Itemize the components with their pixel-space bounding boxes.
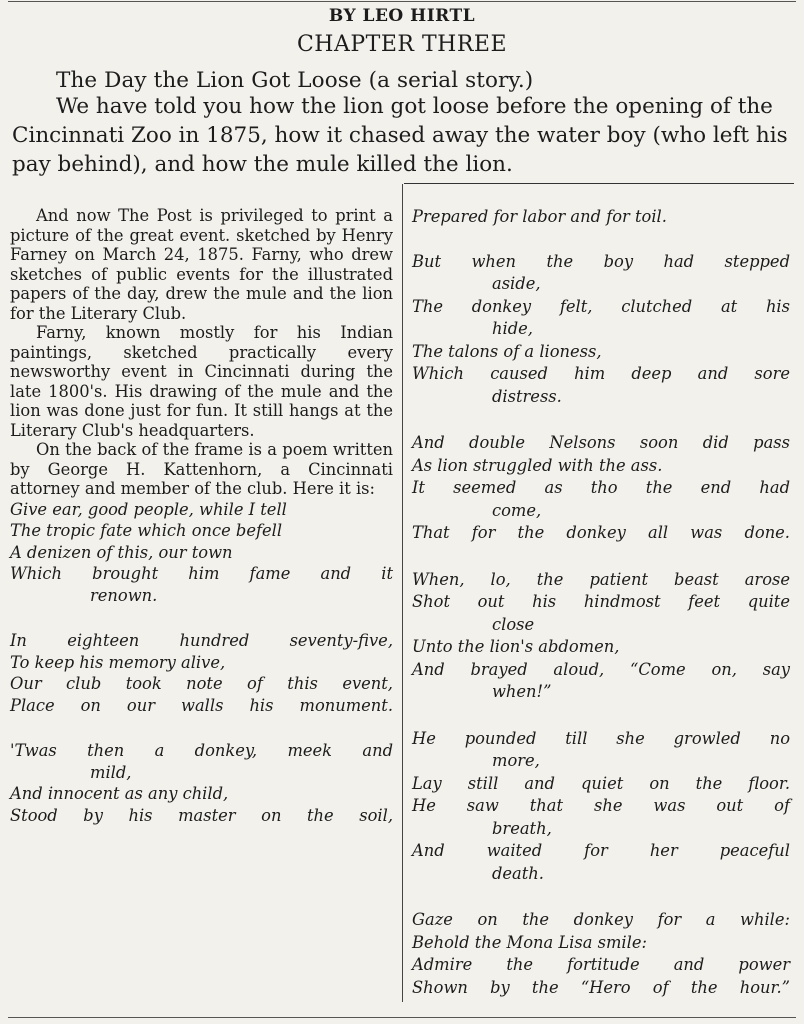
poem-line: A denizen of this, our town <box>10 542 233 562</box>
article-paragraph-2: Farny, known mostly for his Indian paintings, sketched practically every newsworthy event in Cincinnati during the late 1800's. His drawing of the mule and the lion was done just for fun. It still hangs at the Literary Club's headquarters. <box>10 323 393 440</box>
poem-line: When, lo, the patient beast arose <box>412 569 790 589</box>
headline: The Day the Lion Got Loose (a serial story.) <box>56 68 534 93</box>
poem-line: Prepared for labor and for toil. <box>412 207 667 226</box>
stanza-gap <box>412 545 790 569</box>
poem-stanza <box>412 728 790 886</box>
poem-line: distress. <box>492 386 562 406</box>
poem-line: Behold the Mona Lisa smile: <box>412 932 647 952</box>
poem-stanza <box>10 740 393 826</box>
poem-line: That for the donkey all was done. <box>412 523 790 542</box>
poem-stanza <box>412 909 790 999</box>
article-paragraph-1: And now The Post is privileged to print a picture of the great event. sketched by Henry Farney on March 24, 1875. Farny, who drew sketches of public events for the illustrated papers of the day, drew the mule and the lion for the Literary Club. <box>10 206 393 323</box>
poem-line: But when the boy had stepped <box>412 251 790 271</box>
poem-line: Admire the fortitude and power <box>412 955 790 974</box>
lede-text: We have told you how the lion got loose before the opening of the Cincinnati Zoo in 1875, how it chased away the water boy (who left his pay behind), and how the mule killed the lion. <box>12 94 788 177</box>
poem-line: mild, <box>90 762 132 782</box>
poem-line: Unto the lion's abdomen, <box>412 637 620 656</box>
poem-line: Which caused him deep and sore <box>412 364 790 383</box>
poem-line: Give ear, good people, while I tell <box>10 499 287 519</box>
poem-line: The talons of a lioness, <box>412 341 602 361</box>
poem-line: And brayed aloud, “Come on, say <box>412 659 790 679</box>
poem-line: And waited for her peaceful <box>412 841 790 860</box>
poem-line: Which brought him fame and it <box>10 564 393 583</box>
poem-line: Stood by his master on the soil, <box>10 805 393 825</box>
poem-line: As lion struggled with the ass. <box>412 455 663 475</box>
top-rule <box>8 1 796 2</box>
poem-line: breath, <box>492 818 552 838</box>
poem-line: hide, <box>492 319 533 338</box>
column-divider <box>402 184 403 1002</box>
poem-line: To keep his memory alive, <box>10 652 226 672</box>
poem-line: Shown by the “Hero of the hour.” <box>412 977 790 997</box>
stanza-gap <box>10 606 393 630</box>
poem-line: come, <box>492 500 542 520</box>
poem-line: It seemed as tho the end had <box>412 478 790 497</box>
poem-line: And innocent as any child, <box>10 784 229 803</box>
poem-line: He saw that she was out of <box>412 796 790 815</box>
stanza-gap <box>412 885 790 909</box>
poem-stanza <box>10 630 393 716</box>
poem-stanza <box>412 432 790 545</box>
poem-line: Gaze on the donkey for a while: <box>412 910 790 929</box>
article-paragraph-3: On the back of the frame is a poem written by George H. Kattenhorn, a Cincinnati attorney and member of the club. Here it is: <box>10 440 393 498</box>
left-column <box>10 206 393 826</box>
poem-stanza <box>10 499 393 607</box>
chapter-heading: CHAPTER THREE <box>296 32 508 57</box>
poem-stanza <box>412 569 790 704</box>
stanza-gap <box>412 704 790 728</box>
poem-line: Place on our walls his monument. <box>10 695 393 715</box>
poem-stanza <box>412 206 790 408</box>
poem-line: In eighteen hundred seventy-five, <box>10 631 393 650</box>
stanza-gap <box>10 716 393 740</box>
poem-line: Shot out his hindmost feet quite <box>412 592 790 611</box>
poem-line: The tropic fate which once befell <box>10 521 283 540</box>
poem-line: 'Twas then a donkey, meek and <box>10 741 393 760</box>
poem-line: more, <box>492 751 540 770</box>
byline: BY LEO HIRTL <box>328 6 476 26</box>
stanza-gap <box>412 229 790 251</box>
poem-line: Lay still and quiet on the floor. <box>412 773 790 793</box>
lede-rule <box>404 183 794 184</box>
bottom-rule <box>8 1017 796 1018</box>
poem-line: death. <box>492 863 544 883</box>
poem-line: And double Nelsons soon did pass <box>412 433 790 452</box>
poem-line: The donkey felt, clutched at his <box>412 296 790 316</box>
poem-line: aside, <box>492 274 541 293</box>
poem-line: close <box>492 614 535 634</box>
poem-line: when!” <box>492 682 552 701</box>
poem-line: Our club took note of this event, <box>10 674 393 693</box>
poem-line: renown. <box>90 585 158 605</box>
stanza-gap <box>412 408 790 432</box>
poem-line: He pounded till she growled no <box>412 728 790 748</box>
right-column <box>412 206 790 999</box>
lede-paragraph <box>12 92 792 179</box>
